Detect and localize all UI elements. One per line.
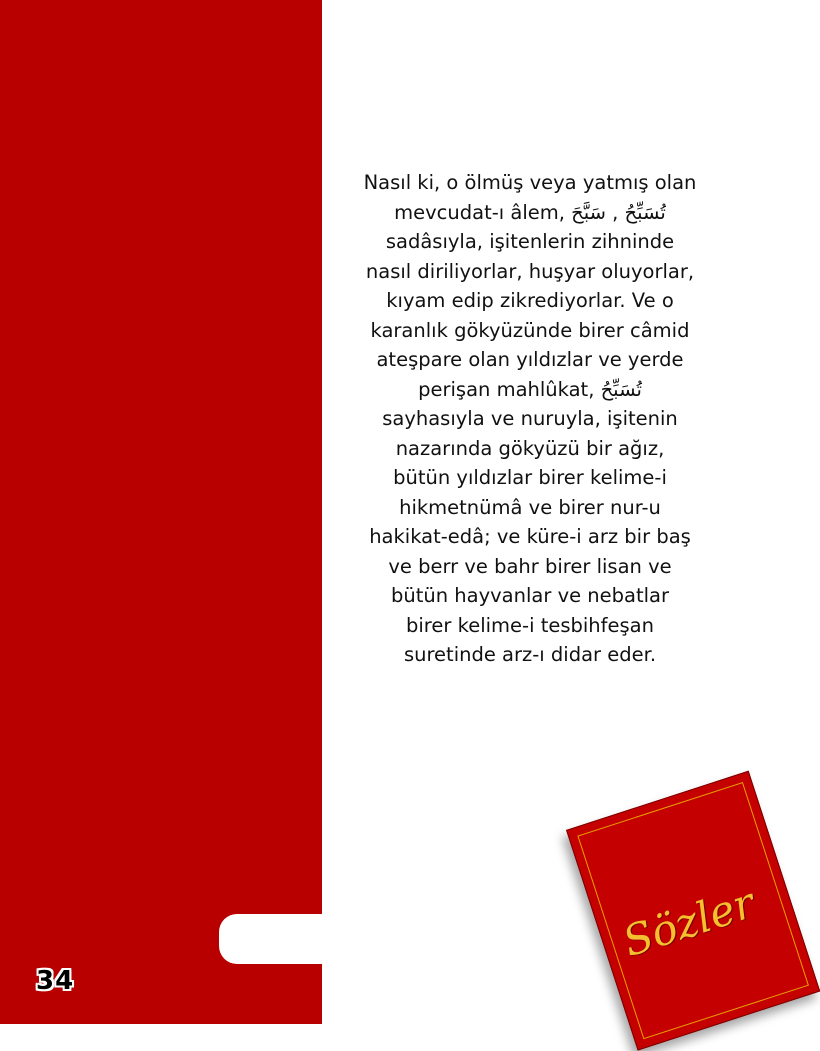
text-line: birer kelime-i tesbihfeşan	[406, 613, 654, 637]
text-line: ve berr ve bahr birer lisan ve	[388, 554, 672, 578]
text-line: suretinde arz-ı didar eder.	[403, 643, 657, 666]
book-title: Sözler	[617, 877, 761, 967]
book-cover-image	[566, 771, 820, 1051]
text-line: sayhasıyla ve nuruyla, işitenin	[382, 407, 678, 430]
text-line: nazarında gökyüzü bir ağız,	[395, 436, 665, 460]
red-side-panel	[0, 0, 322, 1024]
text-line: karanlık gökyüzünde birer câmid	[370, 318, 690, 342]
text-line: ateşpare olan yıldızlar ve yerde	[376, 348, 684, 371]
body-paragraph	[336, 168, 724, 670]
text-line: Nasıl ki, o ölmüş veya yatmış olan	[363, 171, 697, 194]
text-line: bütün yıldızlar birer kelime-i	[393, 466, 667, 489]
text-line: nasıl diriliyorlar, huşyar oluyorlar,	[365, 259, 695, 283]
text-line: hikmetnümâ ve birer nur-u	[399, 495, 661, 519]
page-tab	[219, 914, 339, 964]
text-line: mevcudat-ı âlem, تُسَبِّحُ , سَبَّحَ	[394, 200, 666, 224]
text-line: kıyam edip zikrediyorlar. Ve o	[386, 289, 674, 312]
text-line: bütün hayvanlar ve nebatlar	[390, 584, 670, 607]
text-line: hakikat-edâ; ve küre-i arz bir baş	[369, 525, 691, 548]
text-line: sadâsıyla, işitenlerin zihninde	[385, 230, 675, 253]
text-line: perişan mahlûkat, تُسَبِّحُ	[418, 377, 642, 401]
page-number: 34	[36, 966, 75, 996]
